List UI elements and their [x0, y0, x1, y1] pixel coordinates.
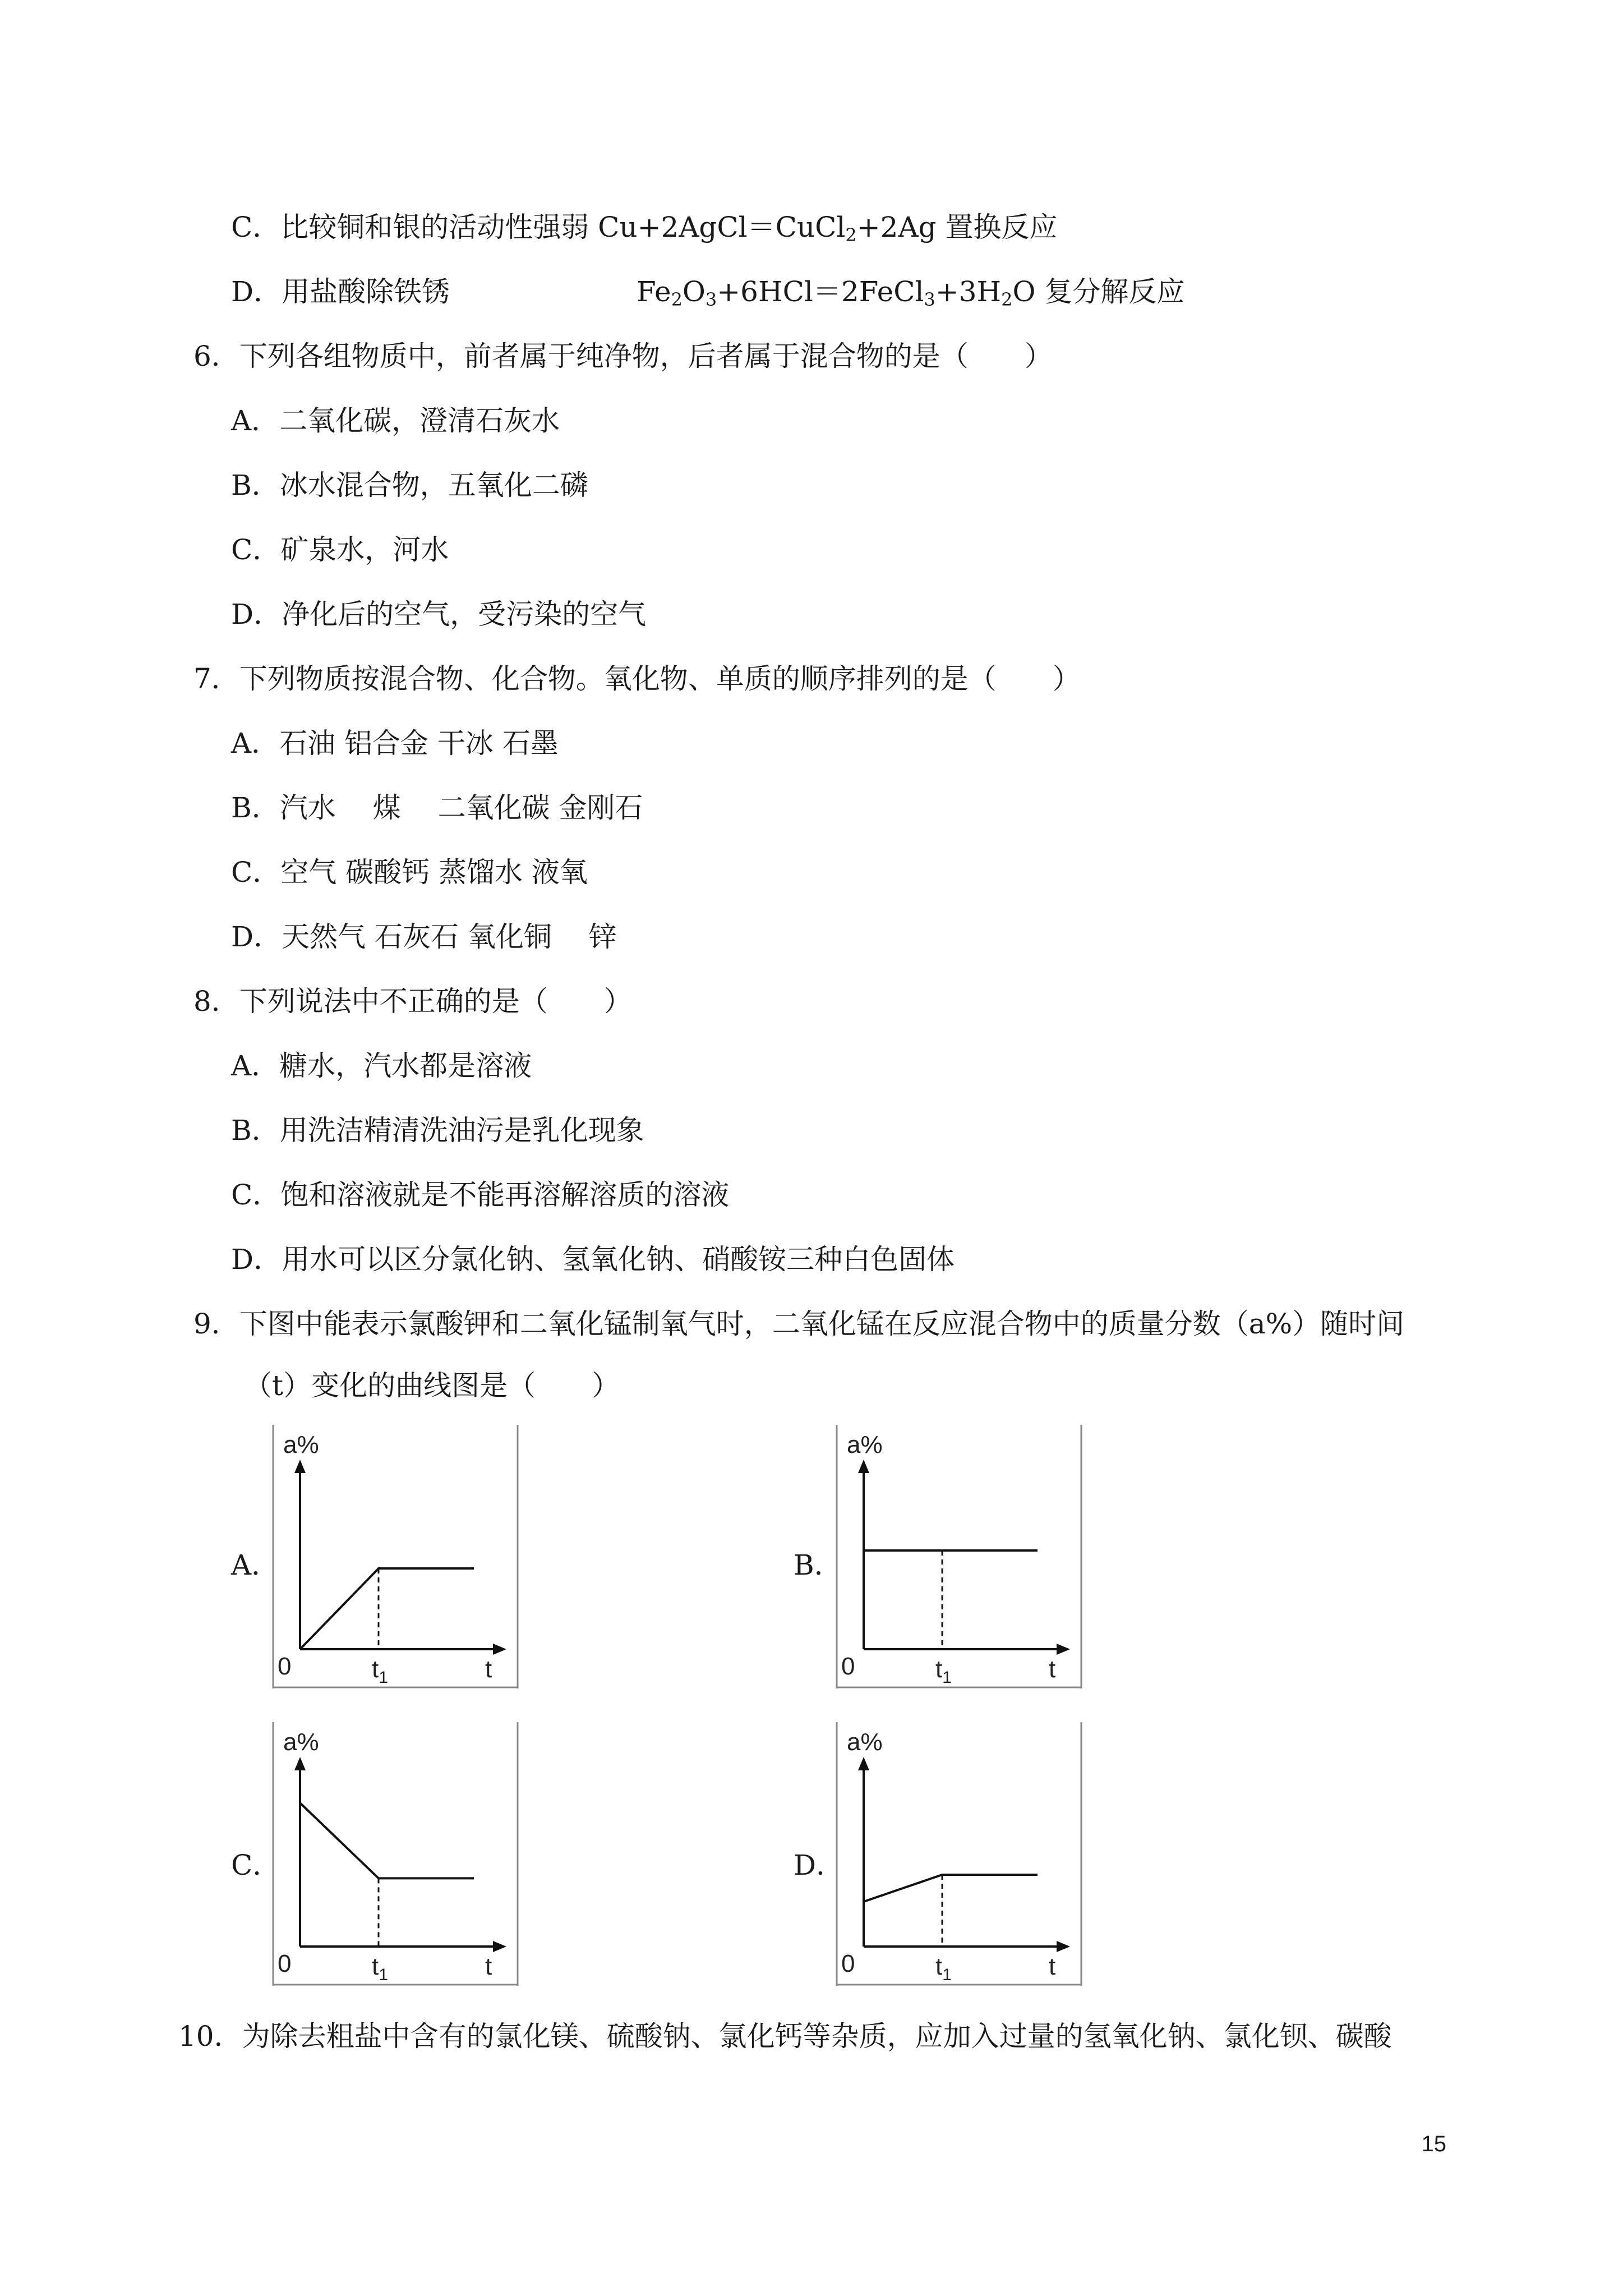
eq-sub: 2	[1001, 289, 1013, 310]
x-axis-arrow	[493, 1644, 506, 1655]
q6-option-a: A．二氧化碳，澄清石灰水	[231, 404, 560, 437]
y-axis-label: a%	[283, 1431, 319, 1458]
x-axis-label: t	[1049, 1655, 1056, 1683]
q7-option-b: B．汽水 煤 二氧化碳 金刚石	[231, 792, 643, 824]
y-axis-label: a%	[847, 1431, 883, 1458]
t1-label: $t_1$	[935, 1953, 952, 1984]
eq-sub: 3	[924, 289, 935, 310]
y-axis-arrow	[294, 1460, 306, 1473]
q8-option-a: A．糖水，汽水都是溶液	[231, 1050, 532, 1082]
q10-stem-line1: 10．为除去粗盐中含有的氯化镁、硫酸钠、氯化钙等杂质，应加入过量的氢氧化钠、氯化钡、碳酸	[178, 2020, 1392, 2053]
page-number: 15	[1421, 2132, 1446, 2156]
curve-line	[864, 1875, 1038, 1902]
curve-line	[300, 1568, 474, 1649]
y-axis-arrow	[858, 1757, 869, 1770]
q6-option-c: C．矿泉水，河水	[231, 533, 449, 566]
graph-svg	[272, 1722, 519, 1986]
origin-label: 0	[841, 1950, 855, 1977]
graph-svg	[836, 1722, 1082, 1986]
origin-label: 0	[278, 1653, 292, 1680]
q8-option-d: D．用水可以区分氯化钠、氢氧化钠、硝酸铵三种白色固体	[231, 1243, 955, 1276]
graph-svg	[272, 1425, 519, 1688]
q6-stem: 6．下列各组物质中，前者属于纯净物，后者属于混合物的是（ ）	[193, 340, 1053, 372]
y-axis-arrow	[294, 1757, 306, 1770]
graph-svg	[836, 1425, 1082, 1688]
q6-option-b: B．冰水混合物，五氧化二磷	[231, 469, 588, 501]
q5-option-d	[231, 275, 450, 309]
q9-option-a-label: A．	[231, 1549, 280, 1581]
q6-option-d: D．净化后的空气，受污染的空气	[231, 598, 647, 631]
eq-part: O 复分解反应	[1012, 275, 1185, 308]
t1-label: $t_1$	[372, 1655, 388, 1687]
eq-part: Fe	[637, 275, 671, 308]
y-axis-label: a%	[847, 1728, 883, 1756]
q9-option-b-label: B．	[794, 1549, 842, 1581]
q9-graph-c	[272, 1722, 519, 1986]
q5-option-c	[231, 210, 1057, 244]
t1-subscript: 1	[942, 1966, 952, 1984]
origin-label: 0	[841, 1653, 855, 1680]
x-axis-label: t	[1049, 1953, 1056, 1980]
q8-option-c: C．饱和溶液就是不能再溶解溶质的溶液	[231, 1179, 730, 1211]
q9-graph-d	[836, 1722, 1082, 1986]
eq-sub: 3	[705, 289, 717, 310]
y-axis-label: a%	[283, 1728, 319, 1756]
y-axis-arrow	[858, 1460, 869, 1473]
q8-stem: 8．下列说法中不正确的是（ ）	[193, 985, 632, 1018]
x-axis-arrow	[493, 1941, 506, 1952]
origin-label: 0	[278, 1950, 292, 1977]
t1-subscript: 1	[942, 1668, 952, 1687]
eq-part: O	[682, 275, 706, 308]
curve-line	[300, 1803, 474, 1878]
q9-option-d-label: D．	[794, 1849, 845, 1881]
q9-graph-a	[272, 1425, 519, 1688]
x-axis-label: t	[485, 1655, 492, 1683]
x-axis-arrow	[1057, 1941, 1070, 1952]
q9-stem-line2: （t）变化的曲线图是（ ）	[244, 1369, 620, 1402]
q5-option-c-tail: +2Ag 置换反应	[856, 211, 1058, 243]
q7-option-a: A．石油 铝合金 干冰 石墨	[231, 727, 559, 760]
q5-option-c-subscript: 2	[845, 224, 857, 246]
q7-option-d: D．天然气 石灰石 氧化铜 锌	[231, 921, 617, 953]
eq-part: +6HCl＝2FeCl	[717, 275, 924, 308]
q9-option-c-label: C．	[231, 1849, 281, 1881]
q8-option-b: B．用洗洁精清洗油污是乳化现象	[231, 1114, 644, 1147]
q9-stem-line1: 9．下图中能表示氯酸钾和二氧化锰制氧气时，二氧化锰在反应混合物中的质量分数（a%）随时间	[193, 1308, 1405, 1340]
q7-option-c: C．空气 碳酸钙 蒸馏水 液氧	[231, 856, 588, 889]
q5-option-d-text: D．用盐酸除铁锈	[231, 275, 450, 308]
eq-part: +3H	[935, 275, 1002, 308]
q5-option-c-text: C．比较铜和银的活动性强弱 Cu+2AgCl＝CuCl	[231, 211, 846, 243]
q5-option-d-equation	[637, 275, 1184, 309]
t1-label: $t_1$	[935, 1655, 952, 1687]
x-axis-arrow	[1057, 1644, 1070, 1655]
q9-graph-b	[836, 1425, 1082, 1688]
eq-sub: 2	[671, 289, 683, 310]
q7-stem: 7．下列物质按混合物、化合物。氧化物、单质的顺序排列的是（ ）	[193, 662, 1081, 695]
t1-subscript: 1	[379, 1668, 388, 1687]
t1-subscript: 1	[379, 1966, 388, 1984]
x-axis-label: t	[485, 1953, 492, 1980]
t1-label: $t_1$	[372, 1953, 388, 1984]
